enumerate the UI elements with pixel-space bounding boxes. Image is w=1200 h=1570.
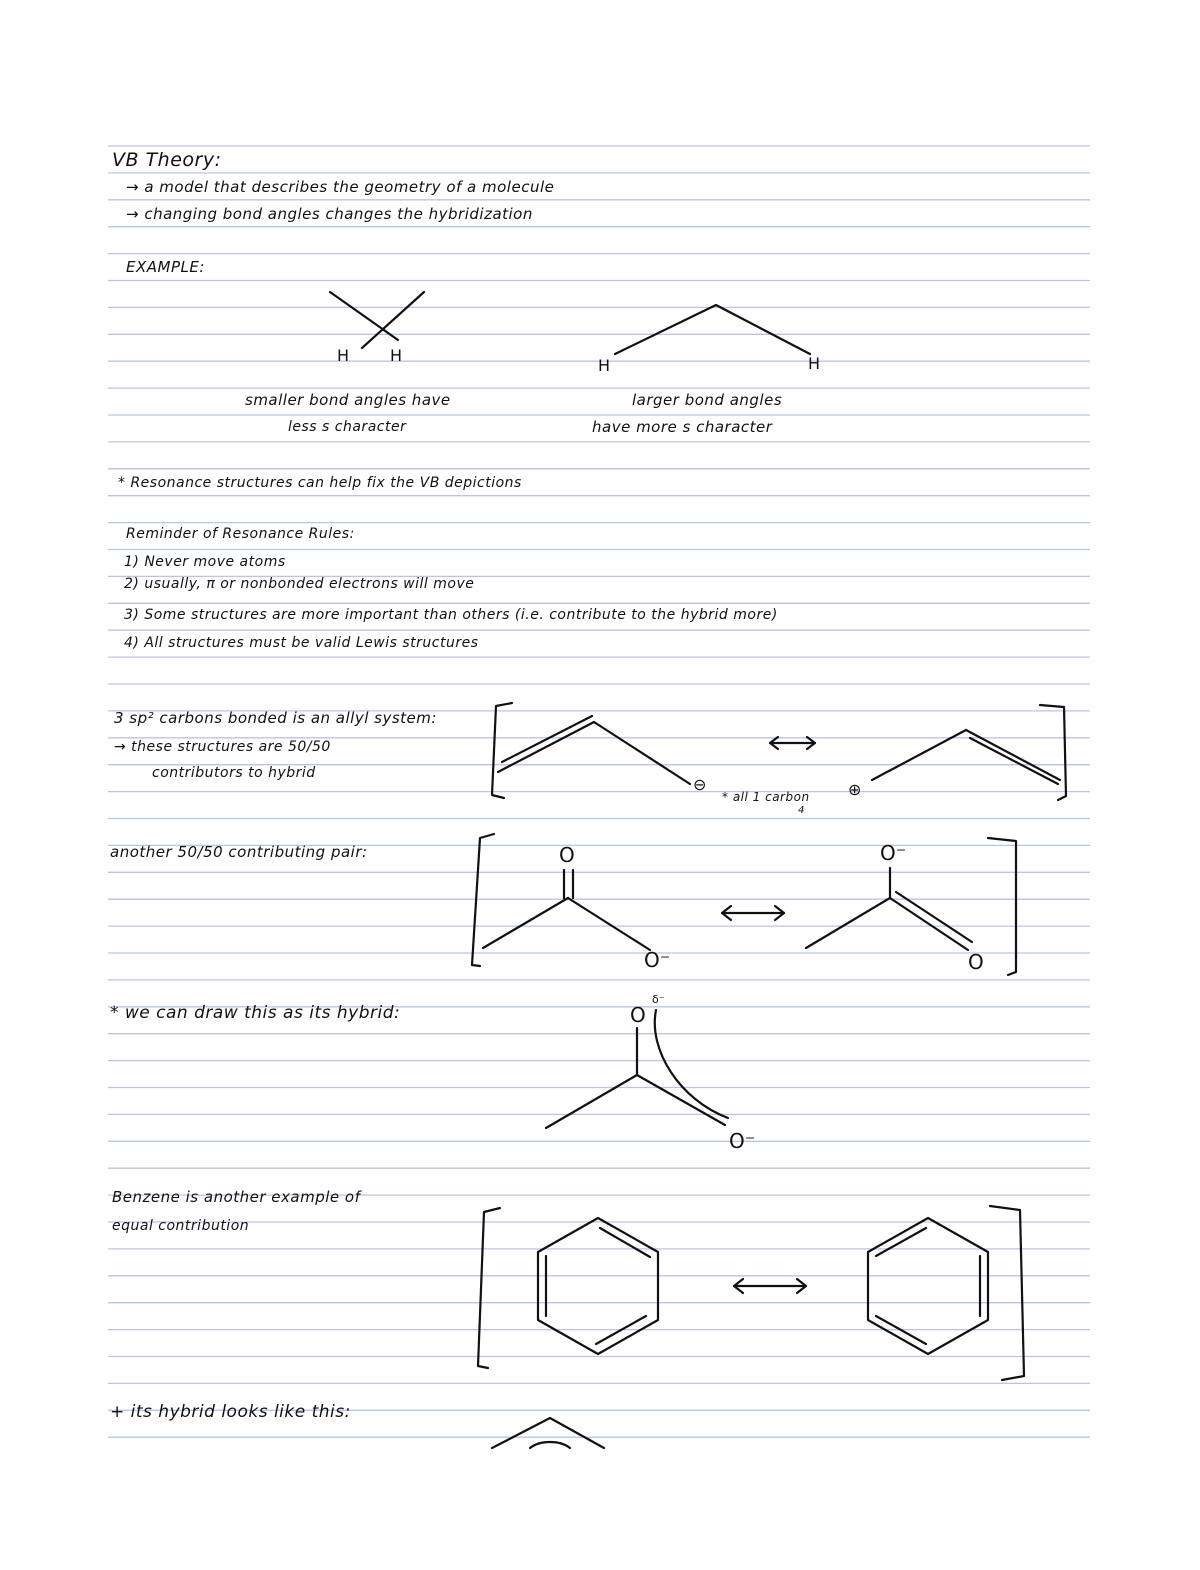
oxygen-label-2: O — [968, 950, 984, 974]
vb-theory-line-2: → changing bond angles changes the hybridization — [126, 205, 533, 223]
oxygen-anion-label-1: O⁻ — [644, 948, 671, 972]
benzene-hybrid-partial — [492, 1418, 604, 1448]
example-label: EXAMPLE: — [126, 258, 205, 276]
allyl-bracket-right — [1040, 705, 1066, 800]
resonance-note: * Resonance structures can help fix the VB depictions — [118, 475, 522, 491]
large-angle-caption-1: larger bond angles — [632, 391, 783, 409]
acetate-hybrid-structure — [546, 1010, 728, 1128]
oxygen-anion-label-2: O⁻ — [880, 841, 907, 865]
hybrid-note: * we can draw this as its hybrid: — [110, 1003, 401, 1023]
oxygen-label-1: O — [559, 843, 575, 867]
allyl-bracket-left — [492, 703, 512, 798]
rule-2: 2) usually, π or nonbonded electrons will move — [124, 576, 475, 592]
large-angle-caption-2: have more s character — [592, 418, 773, 436]
hydrogen-label-1: H — [337, 346, 350, 365]
reminder-title: Reminder of Resonance Rules: — [126, 526, 355, 542]
rule-3: 3) Some structures are more important than others (i.e. contribute to the hybrid more) — [124, 607, 778, 623]
allyl-text-2: → these structures are 50/50 — [114, 739, 331, 755]
acetate-bracket-left — [472, 834, 494, 966]
hydrogen-label-4: H — [808, 354, 821, 373]
allyl-structure-1 — [498, 716, 690, 784]
hybrid-oxygen-anion-label: O⁻ — [729, 1129, 756, 1153]
benzene-ring-1 — [538, 1218, 658, 1354]
small-angle-molecule — [330, 292, 424, 348]
negative-charge-symbol: ⊖ — [693, 775, 707, 794]
another-pair-text: another 50/50 contributing pair: — [110, 843, 368, 861]
allyl-structure-2 — [872, 730, 1060, 784]
resonance-arrow-2 — [722, 906, 784, 920]
benzene-bracket-left — [478, 1208, 500, 1368]
allyl-annotation-sub: 4 — [798, 805, 805, 816]
benzene-bracket-right — [990, 1206, 1024, 1380]
positive-charge-symbol: ⊕ — [848, 780, 862, 799]
hydrogen-label-3: H — [598, 356, 611, 375]
allyl-annotation: * all 1 carbon — [722, 790, 810, 804]
acetate-bracket-right — [988, 838, 1016, 975]
benzene-text-2: equal contribution — [112, 1218, 250, 1234]
benzene-text-1: Benzene is another example of — [112, 1188, 361, 1206]
rule-1: 1) Never move atoms — [124, 554, 286, 570]
benzene-hybrid-text: + its hybrid looks like this: — [110, 1402, 351, 1422]
hydrogen-label-2: H — [390, 346, 403, 365]
acetate-structure-2 — [806, 868, 972, 950]
acetate-structure-1 — [483, 870, 650, 950]
hybrid-oxygen-label: O — [630, 1003, 646, 1027]
resonance-arrow-1 — [770, 737, 815, 749]
partial-charge-label: δ⁻ — [652, 993, 665, 1006]
allyl-text-1: 3 sp² carbons bonded is an allyl system: — [114, 709, 437, 727]
resonance-arrow-3 — [734, 1279, 806, 1293]
small-angle-caption-1: smaller bond angles have — [245, 391, 451, 409]
rule-4: 4) All structures must be valid Lewis structures — [124, 635, 479, 651]
benzene-ring-2 — [868, 1218, 988, 1354]
large-angle-molecule — [615, 305, 810, 354]
vb-theory-line-1: → a model that describes the geometry of a molecule — [126, 178, 555, 196]
small-angle-caption-2: less s character — [288, 419, 407, 435]
vb-theory-title: VB Theory: — [112, 149, 222, 171]
allyl-text-3: contributors to hybrid — [152, 765, 316, 781]
